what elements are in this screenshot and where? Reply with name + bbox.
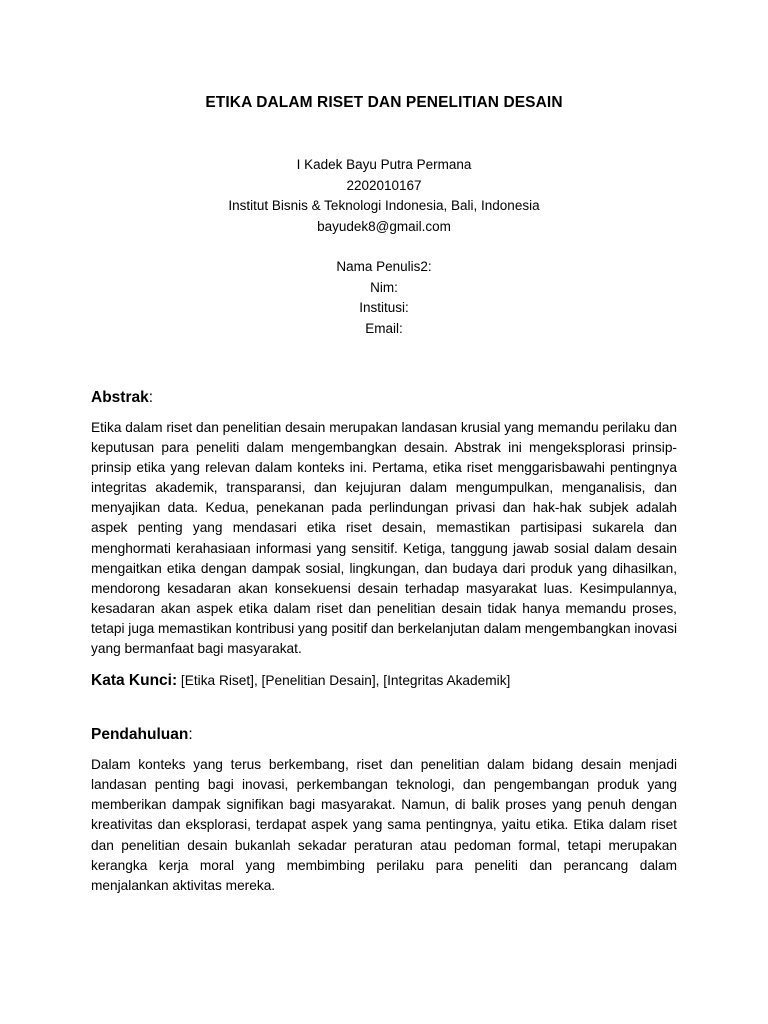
paper-title: ETIKA DALAM RISET DAN PENELITIAN DESAIN xyxy=(205,94,563,111)
abstract-paragraph: Etika dalam riset dan penelitian desain merupakan landasan krusial yang memandu perilaku dan keputusan para peneliti dalam mengembangkan desain. Abstrak ini mengeksplorasi prinsip-prinsip etika yang relevan dalam konteks ini. Pertama, etika riset menggarisbawahi pentingnya integritas akademik, transparansi, dan kejujuran dalam mengumpulkan, menganalisis, dan menyajikan data. Kedua, penekanan pada perlindungan privasi dan hak-hak subjek adalah aspek penting yang mendasari etika riset desain, memastikan partisipasi sukarela dan menghormati kerahasiaan informasi yang sensitif. Ketiga, tanggung jawab sosial dalam desain mengaitkan etika dengan dampak sosial, lingkungan, dan budaya dari produk yang dihasilkan, mendorong kesadaran akan konsekuensi desain terhadap masyarakat luas. Kesimpulannya, kesadaran akan aspek etika dalam riset dan penelitian desain tidak hanya memandu proses, tetapi juga memastikan kontribusi yang positif dan berkelanjutan dalam mengembangkan inovasi yang bermanfaat bagi masyarakat. xyxy=(91,420,677,657)
author2-email: Email: xyxy=(365,320,403,336)
keywords-line xyxy=(91,671,677,691)
author-block xyxy=(91,155,677,339)
introduction-paragraph: Dalam konteks yang terus berkembang, riset dan penelitian dalam bidang desain menjadi landasan penting bagi inovasi, perkembangan teknologi, dan pengembangan produk yang memberikan dampak signifikan bagi masyarakat. Namun, di balik proses yang penuh dengan kreativitas dan eksplorasi, terdapat aspek yang sama pentingnya, yaitu etika. Etika dalam riset dan penelitian desain bukanlah sekadar peraturan atau pedoman formal, tetapi merupakan kerangka kerja moral yang membimbing perilaku para peneliti dan perancang dalam menjalankan aktivitas mereka. xyxy=(91,757,677,893)
abstract-heading xyxy=(91,388,677,408)
keywords-value: [Etika Riset], [Penelitian Desain], [Integritas Akademik] xyxy=(177,673,511,689)
author1-name: I Kadek Bayu Putra Permana xyxy=(296,157,472,172)
introduction-heading-label: Pendahuluan xyxy=(91,726,189,744)
introduction-heading xyxy=(91,725,677,745)
abstract-heading-colon: : xyxy=(148,389,154,406)
author1-institution: Institut Bisnis & Teknologi Indonesia, Bali, Indonesia xyxy=(228,198,540,213)
author2-institution: Institusi: xyxy=(359,300,409,315)
keywords-label: Kata Kunci: xyxy=(91,672,178,690)
author-spacer xyxy=(91,237,677,257)
author2-nim: Nim: xyxy=(370,279,398,295)
abstract-heading-label: Abstrak xyxy=(91,389,149,406)
introduction-heading-colon: : xyxy=(188,726,193,744)
author1-nim: 2202010167 xyxy=(346,177,422,193)
author1-email: bayudek8@gmail.com xyxy=(317,218,451,234)
author2-name: Nama Penulis2: xyxy=(336,259,432,274)
